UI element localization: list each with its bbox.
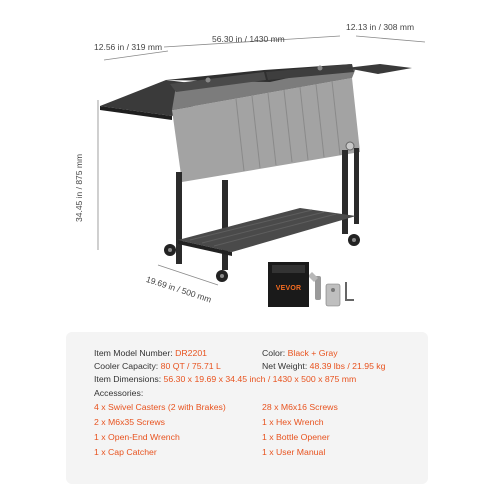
accessory-item: 28 x M6x16 Screws <box>262 402 338 412</box>
accessory-item: 1 x Open-End Wrench <box>94 432 180 442</box>
item-dimensions-row <box>94 374 356 385</box>
model-value: DR2201 <box>175 348 207 358</box>
weight-row <box>262 361 386 372</box>
accessory-item: 1 x User Manual <box>262 447 326 457</box>
color-label: Color: <box>262 348 286 358</box>
accessory-box <box>268 262 309 307</box>
accessory-item: 1 x Cap Catcher <box>94 447 157 457</box>
vevor-logo: VEVOR <box>275 285 302 292</box>
depth-dimension: 19.69 in / 500 mm <box>144 274 213 305</box>
right-shelf-dimension: 12.13 in / 308 mm <box>346 22 415 32</box>
color-row <box>262 348 338 359</box>
lid-knob-left <box>206 78 211 83</box>
accessories-label: Accessories: <box>94 388 144 398</box>
height-dimension: 34.45 in / 875 mm <box>74 153 84 222</box>
bottle-opener-plate-icon <box>326 284 340 306</box>
lid-knob-right <box>318 66 323 71</box>
side-shelf-dimension: 12.56 in / 319 mm <box>94 42 163 52</box>
specs-card <box>66 332 428 484</box>
model-number-row <box>94 348 207 359</box>
accessory-item: 2 x M6x35 Screws <box>94 417 165 427</box>
capacity-label: Cooler Capacity: <box>94 361 159 371</box>
capacity-value: 80 QT / 75.71 L <box>160 361 221 371</box>
accessory-item: 4 x Swivel Casters (2 with Brakes) <box>94 402 226 412</box>
right-side-shelf <box>346 64 412 74</box>
weight-value: 48.39 lbs / 21.95 kg <box>309 361 386 371</box>
total-length-dimension: 56.30 in / 1430 mm <box>212 34 285 44</box>
capacity-row <box>94 361 221 372</box>
item-dimensions-label: Item Dimensions: <box>94 374 162 384</box>
weight-label: Net Weight: <box>262 361 308 371</box>
item-dimensions-value: 56.30 x 19.69 x 34.45 inch / 1430 x 500 x 875 mm <box>163 374 357 384</box>
bottle-opener-icon <box>308 272 321 300</box>
model-label: Item Model Number: <box>94 348 173 358</box>
color-value: Black + Gray <box>287 348 338 358</box>
hex-wrench-icon <box>346 282 354 300</box>
drain-plug-icon <box>346 142 354 150</box>
accessory-item: 1 x Bottle Opener <box>262 432 330 442</box>
accessory-item: 1 x Hex Wrench <box>262 417 324 427</box>
bottom-shelf <box>178 208 356 252</box>
